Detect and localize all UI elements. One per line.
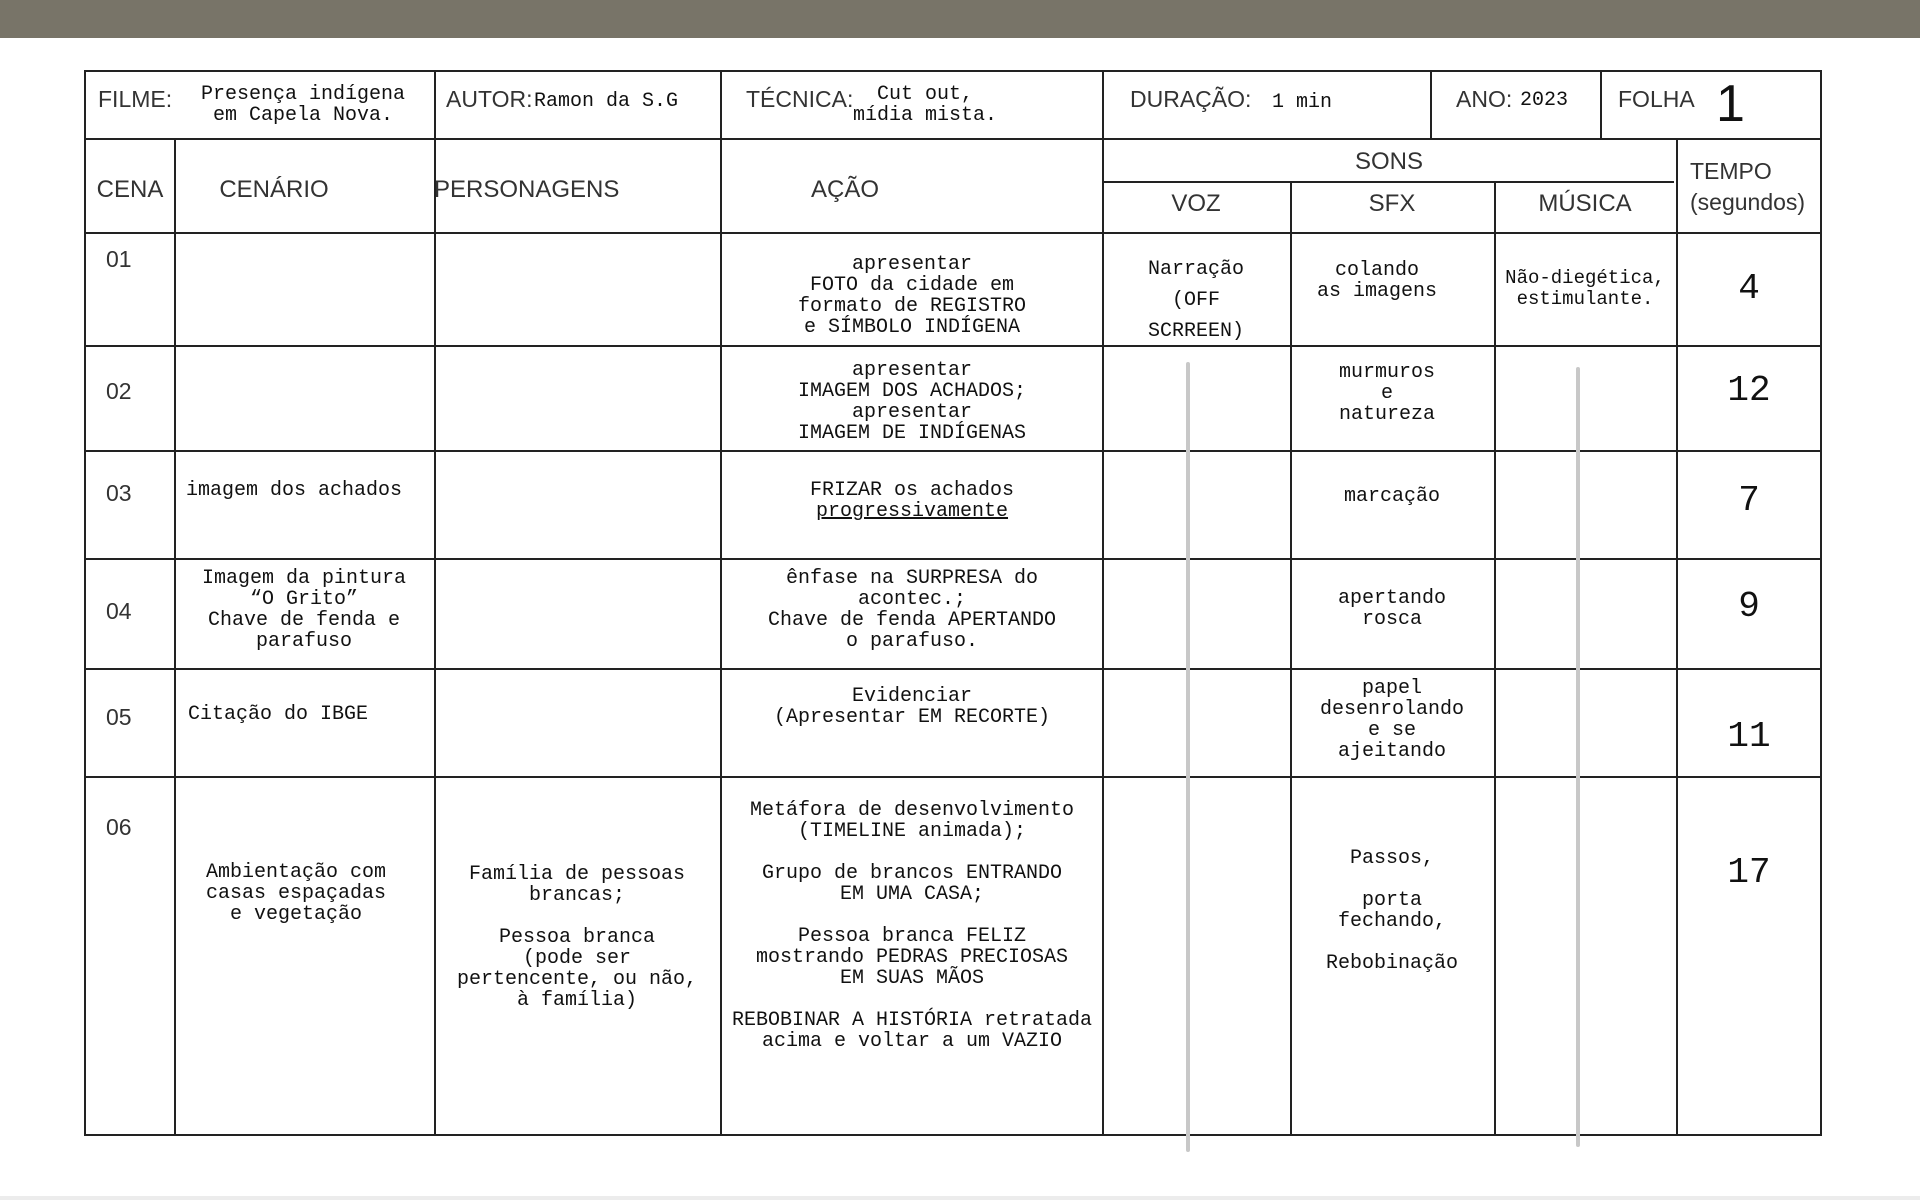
row-03-cenario: imagem dos achados (186, 479, 403, 502)
col-tempo: TEMPO (segundos) (1690, 158, 1806, 215)
ano-value: 2023 (1520, 89, 1569, 112)
ano-label: ANO: (1456, 86, 1513, 112)
col-cenario: CENÁRIO (219, 176, 329, 203)
row-04-sfx: apertando rosca (1337, 587, 1447, 631)
row-01-acao: apresentar FOTO da cidade em formato de REGISTRO e SÍMBOLO INDÍGENA (797, 253, 1027, 339)
row-01-tempo: 4 (1738, 268, 1760, 309)
col-sons: SONS (1354, 148, 1423, 175)
autor-value: Ramon da S.G (534, 90, 679, 113)
row-03-acao-line2: progressivamente (815, 500, 1009, 523)
row-03-acao-line1: FRIZAR os achados (809, 479, 1015, 502)
row-01-musica: Não-diegética, estimulante. (1505, 267, 1665, 310)
row-06-sfx: Passos, porta fechando, Rebobinação (1325, 847, 1459, 975)
col-cena: CENA (96, 176, 164, 203)
folha-label: FOLHA (1618, 86, 1695, 112)
col-sfx: SFX (1368, 190, 1416, 217)
row-02-tempo: 12 (1727, 370, 1771, 411)
row-03-cena: 03 (106, 480, 132, 506)
row-06-cena: 06 (106, 814, 132, 840)
row-01-sfx: colando as imagens (1316, 259, 1438, 303)
bottom-bar (0, 1196, 1920, 1200)
row-04-tempo: 9 (1738, 586, 1760, 627)
pencil-stroke (1576, 367, 1580, 1147)
pencil-stroke (1186, 362, 1190, 1152)
row-02-cena: 02 (106, 378, 132, 404)
row-05-cenario: Citação do IBGE (188, 703, 369, 726)
duracao-label: DURAÇÃO: (1130, 86, 1252, 112)
row-06-tempo: 17 (1727, 852, 1771, 893)
filme-label: FILME: (98, 86, 173, 112)
row-06-acao: Metáfora de desenvolvimento (TIMELINE animada); Grupo de brancos ENTRANDO EM UMA CASA; Pessoa branca FELIZ mostrando PEDRAS PRECIOSAS EM SUAS MÃOS REBOBINAR A HISTÓRIA retratada acima e voltar a um VAZIO (731, 799, 1093, 1053)
row-02-acao: apresentar IMAGEM DOS ACHADOS; apresentar IMAGEM DE INDÍGENAS (797, 359, 1027, 445)
row-04-cena: 04 (106, 598, 132, 624)
row-01-voz: Narração (OFF SCRREEN) (1147, 258, 1244, 343)
row-04-acao: ênfase na SURPRESA do acontec.; Chave de fenda APERTANDO o parafuso. (767, 567, 1057, 653)
row-05-cena: 05 (106, 704, 132, 730)
row-05-tempo: 11 (1727, 716, 1771, 757)
folha-value: 1 (1716, 75, 1745, 133)
row-05-sfx: papel desenrolando e se ajeitando (1319, 677, 1465, 763)
row-01-cena: 01 (106, 246, 132, 272)
autor-label: AUTOR: (446, 86, 533, 112)
tecnica-label: TÉCNICA: (746, 86, 854, 112)
storyboard-sheet (84, 70, 1822, 1136)
col-voz: VOZ (1171, 190, 1221, 217)
filme-value: Presença indígena em Capela Nova. (200, 83, 406, 127)
col-acao: AÇÃO (810, 176, 879, 203)
row-03-sfx: marcação (1343, 485, 1440, 508)
row-06-cenario: Ambientação com casas espaçadas e vegetação (205, 861, 387, 926)
col-musica: MÚSICA (1538, 190, 1632, 217)
row-04-cenario: Imagem da pintura “O Grito” Chave de fenda e parafuso (201, 567, 407, 653)
row-03-acao (722, 480, 1102, 522)
row-05-acao: Evidenciar (Apresentar EM RECORTE) (773, 685, 1051, 729)
row-02-sfx: murmuros e natureza (1338, 361, 1435, 426)
row-03-tempo: 7 (1738, 480, 1760, 521)
tecnica-value: Cut out, mídia mista. (852, 83, 998, 127)
top-bar (0, 0, 1920, 38)
col-personagens: PERSONAGENS (434, 176, 620, 203)
duracao-value: 1 min (1272, 91, 1333, 114)
row-06-personagens: Família de pessoas brancas; Pessoa branca (pode ser pertencente, ou não, à família) (456, 863, 698, 1012)
